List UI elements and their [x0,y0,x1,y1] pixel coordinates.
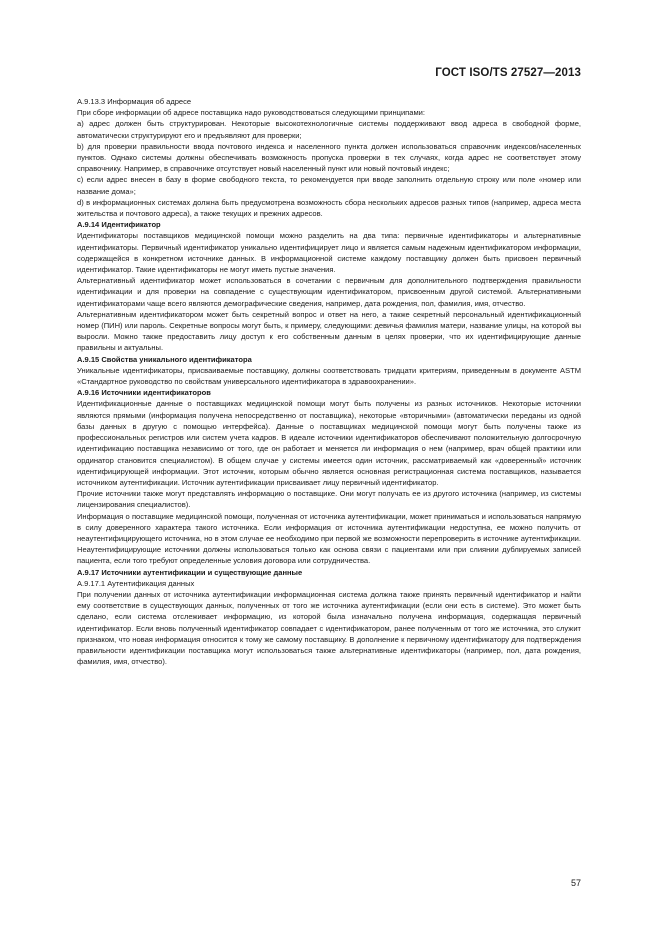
paragraph: Прочие источники также могут представлять информацию о поставщике. Они могут получать ее из другого источника (например, из системы лицензирования специалистов). [77,489,581,510]
list-item: d) в информационных системах должна быть предусмотрена возможность сбора нескольких адресов разных типов (например, адреса места жительства и почтового адреса), а также текущих и прежних адресов. [77,197,581,219]
paragraph: Уникальные идентификаторы, присваиваемые поставщику, должны соответствовать тридцати критериям, приведенным в документе ASTM «Стандартное руководство по свойствам универсального идентификатора в здравоохранении». [77,365,581,387]
section-heading: А.9.16 Источники идентификаторов [77,388,211,398]
list-item: b) для проверки правильности ввода почтового индекса и населенного пункта должен использоваться справочник индексов/населенных пунктов. Однако системы должны обеспечивать возможность пропуска проверки в тех случаях, когда адрес не соответствует этому справочнику. Например, в справочнике отсутствует новый населенный пункт или новый почтовый индекс; [77,141,581,174]
paragraph: При получении данных от источника аутентификации информационная система должна также принять первичный идентификатор и найти ему соответствие в существующих данных, полученных от того же источника аутентификации (если они есть в системе). Это может быть сделано, если система отслеживает информацию, из которой была изначально получена информация, содержащая первичный идентификатор. Если вновь полученный идентификатор совпадает с идентификатором, ранее полученным от того же источника, это служит признаком, что новая информация относится к тому же самому поставщику. В дополнение к первичному идентификатору для подтверждения правильности идентификации поставщика могут использоваться также альтернативные идентификаторы (например, пол, дата рождения, фамилия, имя, отчество). [77,589,581,667]
subsection-heading: А.9.17.1 Аутентификация данных [77,578,195,588]
list-item: c) если адрес внесен в базу в форме свободного текста, то рекомендуется при вводе заполнить отдельную строку или поле «номер или название дома»; [77,175,581,196]
paragraph: Информация о поставщике медицинской помощи, полученная от источника аутентификации, может приниматься и использоваться напрямую в силу доверенного характера такого источника. Если информация от источника аутентификации недоступна, ее можно получить от неаутентифицирующего источника, но в этом случае ее необходимо при первой же возможности перепроверить в источнике аутентификации. Неаутентифицирующие источники должны использоваться только как основа связи с пациентами или при слиянии дублируемых записей пациента, если того требуют определенные условия договора или сотрудничества. [77,511,581,566]
paragraph: Альтернативным идентификатором может быть секретный вопрос и ответ на него, а также секретный персональный идентификационный номер (ПИН) или пароль. Секретные вопросы могут быть, к примеру, следующими: девичья фамилия матери, название улицы, на которой вы выросли. Можно также предоставить лицу доступ к его собственным данным в целях проверки, что их идентифицирующие данные правильны и актуальны. [77,309,581,353]
section-heading: А.9.14 Идентификатор [77,220,161,230]
paragraph: Альтернативный идентификатор может использоваться в сочетании с первичным для дополнительного подтверждения правильности идентификации и для проверки на совпадение с существующим идентификатором, присвоенным другой системой. Альтернативными идентификаторами чаще всего являются демографические сведения, например, дата рождения, пол, фамилия, имя, отчество. [77,276,581,308]
subsection-heading: А.9.13.3 Информация об адресе [77,97,192,106]
document-body [77,96,581,667]
section-heading: А.9.17 Источники аутентификации и существующие данные [77,567,303,577]
section-heading: А.9.15 Свойства уникального идентификатора [77,354,252,364]
paragraph: Идентификационные данные о поставщиках медицинской помощи могут быть получены из разных источников. Некоторые источники являются прямыми (информация получена непосредственно от поставщика), некоторые «вторичными» (автоматически переданы из одной базы данных в другую с помощью интерфейса). Данные о поставщиках медицинской помощи могут быть получены также из профессиональных регистров или систем учета кадров. В идеале источники идентификаторов обеспечивают положительную долгосрочную идентификацию поставщика независимо от того, где он работает и меняется ли информация о нем (например, врач общей практики или ординатор становится специалистом). В общем случае у системы имеется один источник, рассматриваемый как «доверенный» источник идентифицирующей информации. Этот источник, которым обычно является основная регистрационная система поставщиков, называется источником аутентификации. Источник аутентификации присваивает лицу первичный идентификатор. [77,399,581,487]
document-header: ГОСТ ISO/TS 27527—2013 [435,67,581,79]
list-item: a) адрес должен быть структурирован. Некоторые высокотехнологичные системы поддерживают ввод адреса в свободной форме, автоматически структурируют его и предъявляют для проверки; [77,119,581,140]
page-number: 57 [570,878,581,888]
paragraph: Идентификаторы поставщиков медицинской помощи можно разделить на два типа: первичные идентификаторы и альтернативные идентификаторы. Первичный идентификатор уникально идентифицирует лицо и является самым надежным идентификатором информации, содержащейся в конкретном источнике данных. В информационной системе каждому поставщику должен быть присвоен первичный идентификатор. Такие идентификаторы не могут иметь пустые значения. [77,231,581,275]
paragraph: При сборе информации об адресе поставщика надо руководствоваться следующими принципами: [77,108,425,118]
